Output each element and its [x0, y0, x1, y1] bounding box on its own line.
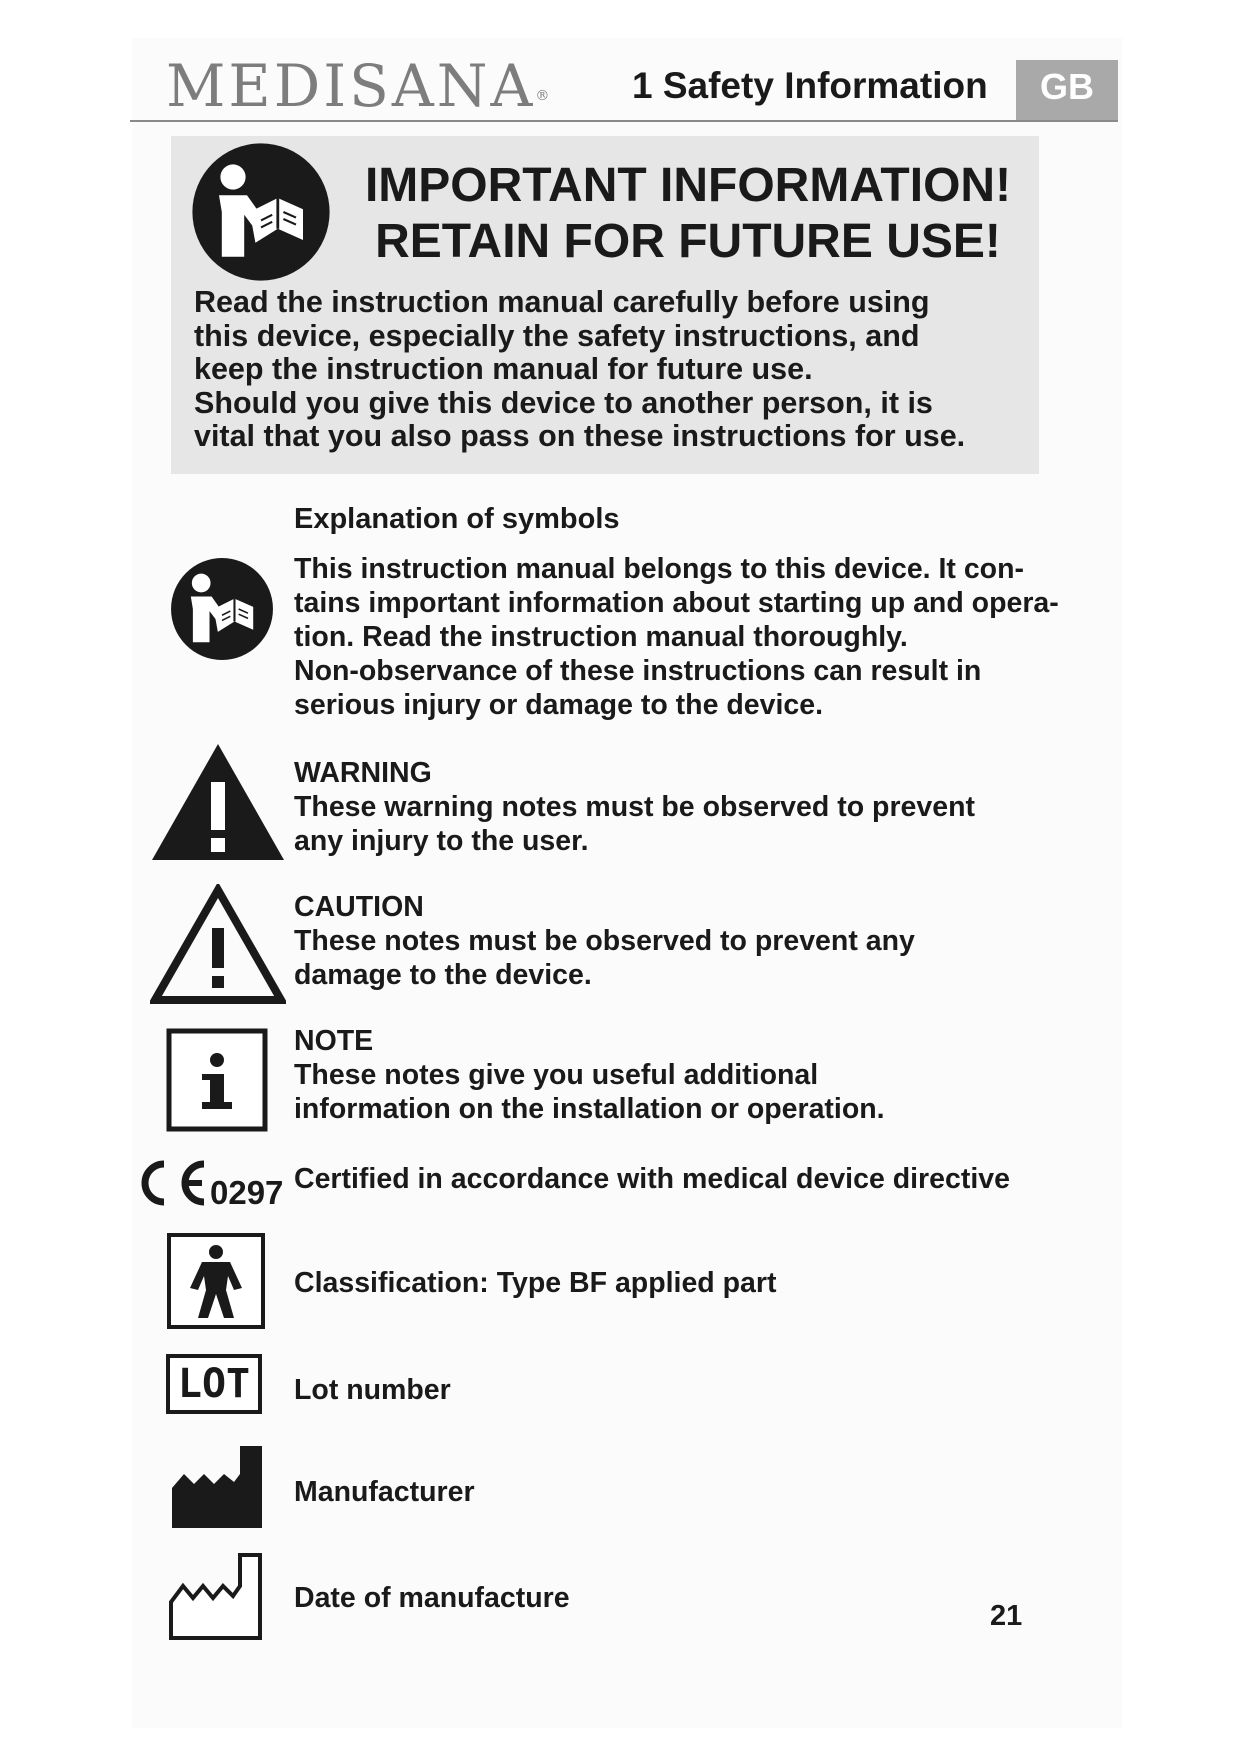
page-header: [130, 50, 1118, 122]
caution-title: CAUTION: [294, 891, 424, 923]
important-information-box: [171, 136, 1039, 474]
section-title: 1 Safety Information: [632, 65, 988, 106]
date-of-manufacture-icon: [168, 1552, 264, 1640]
symbols-heading: Explanation of symbols: [294, 503, 620, 535]
caution-description: CAUTION These notes must be observed to prevent any damage to the device.: [294, 890, 1094, 992]
manual-description: This instruction manual belongs to this device. It con- tains important information about starting up and opera- tion. Read the instruction manual thoroughly. Non-observance of these instructions can result in serious injury or damage to the device.: [294, 553, 1059, 721]
warning-description: WARNING These warning notes must be observed to prevent any injury to the user.: [294, 756, 1094, 858]
warning-title: WARNING: [294, 757, 432, 789]
medisana-logo: MEDISANA®: [166, 52, 553, 120]
manufacturer-description: Manufacturer: [294, 1476, 475, 1508]
info-icon: [166, 1028, 268, 1132]
note-title: NOTE: [294, 1025, 374, 1057]
language-tab: GB: [1016, 60, 1118, 122]
lot-icon: LOT: [166, 1354, 262, 1414]
read-manual-icon: [191, 142, 331, 282]
bf-description: Classification: Type BF applied part: [294, 1267, 777, 1299]
type-bf-icon: [166, 1232, 266, 1330]
important-body: Read the instruction manual carefully before using this device, especially the safety instructions, and keep the instruction manual for future use. Should you give this device to another person, it is vital that you also pass on these instructions for use.: [194, 285, 966, 453]
ce-mark-icon: [134, 1158, 208, 1208]
date-description: Date of manufacture: [294, 1582, 570, 1614]
important-headline: IMPORTANT INFORMATION! RETAIN FOR FUTURE USE!: [364, 159, 1012, 268]
header-divider: [130, 120, 1118, 122]
warning-icon: [150, 742, 286, 862]
page-number: 21: [990, 1600, 1023, 1632]
caution-icon: [150, 884, 286, 1004]
ce-description: Certified in accordance with medical device directive: [294, 1163, 1010, 1195]
note-description: NOTE These notes give you useful additional information on the installation or operation.: [294, 1024, 1094, 1126]
manufacturer-icon: [170, 1444, 262, 1528]
lot-description: Lot number: [294, 1374, 451, 1406]
ce-notified-body-number: 0297: [210, 1174, 284, 1211]
read-manual-icon: [170, 557, 274, 661]
